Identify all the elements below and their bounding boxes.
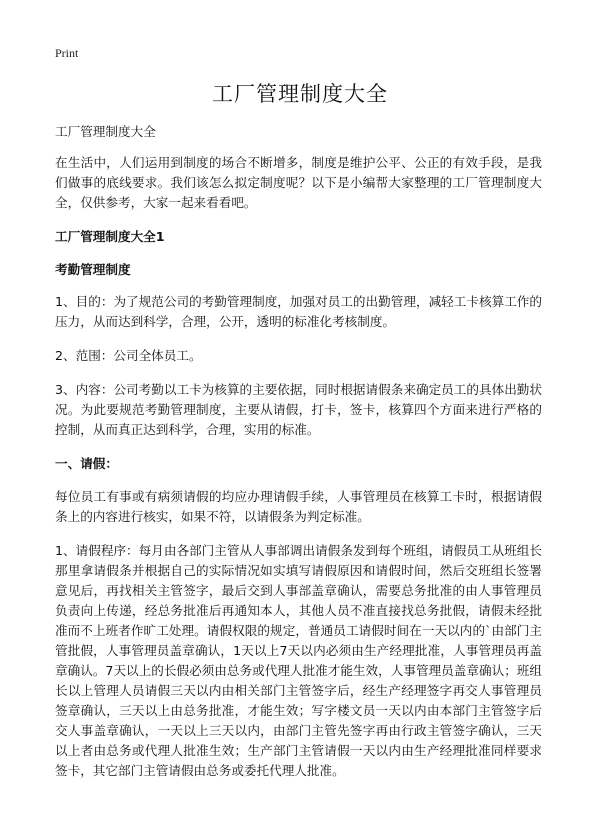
page-title: 工厂管理制度大全 (212, 82, 388, 106)
section-heading: 工厂管理制度大全1 (55, 229, 165, 244)
leave-heading: 一、请假： (55, 456, 118, 471)
document-subtitle: 工厂管理制度大全 (55, 124, 156, 139)
purpose-paragraph: 1、目的：为了规范公司的考勤管理制度，加强对员工的出勤管理，减轻工卡核算工作的压力，从而达到科学，合理，公开，透明的标准化考核制度。 (55, 294, 542, 329)
print-label: Print (55, 46, 79, 60)
intro-paragraph: 在生活中，人们运用到制度的场合不断增多，制度是维护公平、公正的有效手段，是我们做事的底线要求。我们该怎么拟定制度呢？以下是小编帮大家整理的工厂管理制度大全，仅供参考，大家一起来看看吧。 (55, 155, 542, 210)
subsection-heading: 考勤管理制度 (55, 262, 131, 277)
document-body (55, 122, 542, 795)
leave-intro-paragraph: 每位员工有事或有病须请假的均应办理请假手续，人事管理员在核算工卡时，根据请假条上的内容进行核实，如果不符，以请假条为判定标准。 (55, 489, 542, 524)
leave-procedure-paragraph: 1、请假程序：每月由各部门主管从人事部调出请假条发到每个班组，请假员工从班组长那里拿请假条并根据自己的实际情况如实填写请假原因和请假时间，然后交班组长签署意见后，再找相关主管签字，最后交到人事部盖章确认，需要总务批准的由人事管理员负责向上传递，经总务批准后再通知本人，其他人员不准直接找总务批假，请假未经批准而不上班者作旷工处理。请假权限的规定，普通员工请假时间在一天以内的`由部门主管批假，人事管理员盖章确认，1天以上7天以内必须由生产经理批准，人事管理员再盖章确认。7天以上的长假必须由总务或代理人批准才能生效，人事管理员盖章确认；班组长以上管理人员请假三天以内由相关部门主管签字后，经生产经理签字再交人事管理员签章确认，三天以上由总务批准，才能生效；写字楼文员一天以内由本部门主管签字后交人事盖章确认，一天以上三天以内，由部门主管先签字再由行政主管签字确认，三天以上者由总务或代理人批准生效；生产部门主管请假一天以内由生产经理批准同样要求签卡，其它部门主管请假由总务或委托代理人批准。 (55, 543, 542, 778)
content-paragraph: 3、内容：公司考勤以工卡为核算的主要依据，同时根据请假条来确定员工的具体出勤状况。为此要规范考勤管理制度，主要从请假，打卡，签卡，核算四个方面来进行严格的控制，从而真正达到科学，合理，实用的标准。 (55, 382, 542, 437)
scope-paragraph: 2、范围：公司全体员工。 (55, 348, 202, 363)
